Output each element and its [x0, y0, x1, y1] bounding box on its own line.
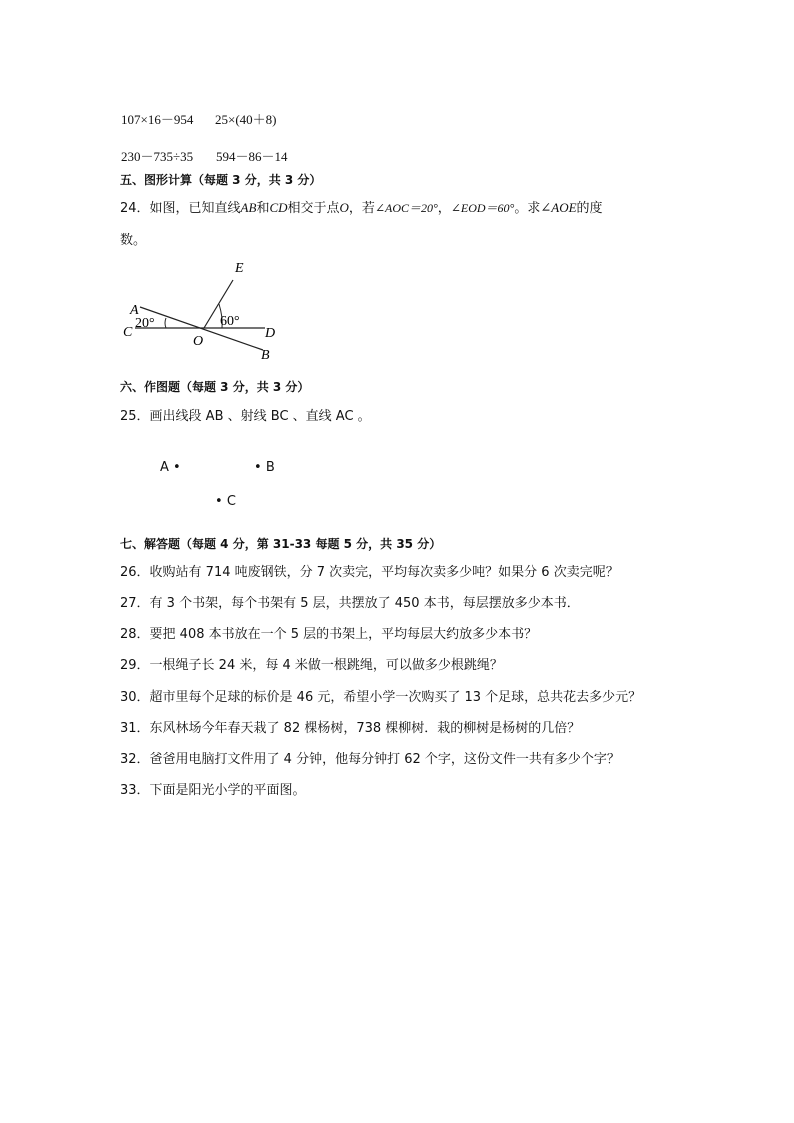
- label-a: A: [130, 303, 139, 318]
- angle-figure: [115, 255, 290, 365]
- label-c: C: [123, 325, 133, 340]
- q24-text: 相交于点: [287, 201, 340, 216]
- label-e: E: [235, 261, 244, 276]
- question-27: 27．有 3 个书架，每个书架有 5 层，共摆放了 450 本书，每层摆放多少本书．: [120, 596, 580, 611]
- point-b: • B: [254, 460, 275, 475]
- q24-text: 24．如图，已知直线: [120, 201, 241, 216]
- q24-text: 的度: [576, 201, 603, 216]
- point-o-label: O: [339, 200, 349, 215]
- question-33: 33．下面是阳光小学的平面图。: [120, 783, 306, 798]
- question-24-line1: [120, 197, 603, 216]
- section-heading-geometry: 五、图形计算（每题 3 分，共 3 分）: [120, 173, 322, 187]
- angle-60-label: 60°: [220, 314, 240, 329]
- line-ab-label: AB: [240, 200, 257, 215]
- expression-1: 107×16－954: [121, 112, 194, 127]
- angle-eod-value: ∠EOD＝60°: [450, 201, 515, 215]
- point-a: A •: [160, 460, 181, 475]
- angle-aoc-value: ∠AOC＝20°: [374, 201, 438, 215]
- q24-text: ，若: [348, 201, 375, 216]
- question-25: 25．画出线段 AB 、射线 BC 、直线 AC 。: [120, 409, 371, 424]
- question-26: 26．收购站有 714 吨废钢铁，分 7 次卖完，平均每次卖多少吨？如果分 6 次卖完呢？: [120, 565, 619, 580]
- arc-20: [165, 318, 166, 328]
- question-30: 30．超市里每个足球的标价是 46 元，希望小学一次购买了 13 个足球，总共花去多少元？: [120, 690, 642, 705]
- angle-20-label: 20°: [135, 316, 155, 331]
- point-c-label: C: [226, 494, 236, 509]
- label-o: O: [193, 334, 204, 349]
- q24-text: 。求: [514, 201, 541, 216]
- question-32: 32．爸爸用电脑打文件用了 4 分钟，他每分钟打 62 个字，这份文件一共有多少个字？: [120, 752, 620, 767]
- line-cd-label: CD: [269, 200, 288, 215]
- point-b-label: B: [265, 460, 275, 475]
- q24-text: 和: [256, 201, 270, 216]
- angle-aoe-label: ∠AOE: [540, 200, 577, 215]
- expression-3: 230－735÷35: [121, 149, 194, 164]
- question-24-line2: 数。: [120, 233, 147, 248]
- question-28: 28．要把 408 本书放在一个 5 层的书架上，平均每层大约放多少本书？: [120, 627, 538, 642]
- question-29: 29．一根绳子长 24 米，每 4 米做一根跳绳，可以做多少根跳绳？: [120, 658, 503, 673]
- expression-2: 25×(40＋8): [215, 112, 277, 127]
- point-a-label: A: [160, 460, 169, 475]
- q24-text: ，: [437, 201, 451, 216]
- label-d: D: [265, 326, 276, 341]
- expression-4: 594－86－14: [216, 149, 288, 164]
- section-heading-word-problems: 七、解答题（每题 4 分，第 31-33 每题 5 分，共 35 分）: [120, 537, 442, 551]
- question-31: 31．东风林场今年春天栽了 82 棵杨树，738 棵柳树．栽的柳树是杨树的几倍？: [120, 721, 581, 736]
- section-heading-drawing: 六、作图题（每题 3 分，共 3 分）: [120, 380, 310, 394]
- point-c: • C: [215, 494, 236, 509]
- label-b: B: [261, 348, 270, 363]
